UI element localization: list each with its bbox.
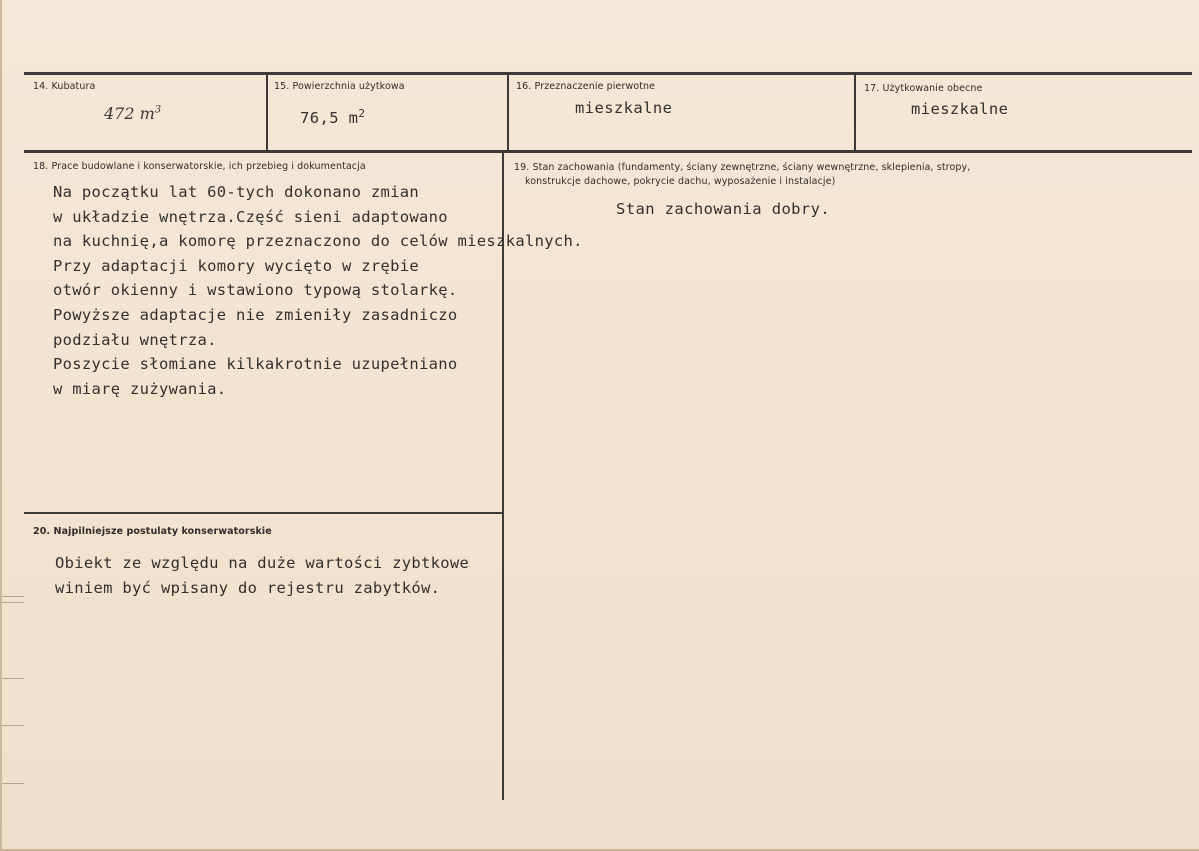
text-line: winiem być wpisany do rejestru zabytków. <box>55 578 441 597</box>
field-17-label: 17. Użytkowanie obecne <box>864 83 983 94</box>
text-line: podziału wnętrza. <box>53 330 217 349</box>
field-15-label: 15. Powierzchnia użytkowa <box>274 81 405 92</box>
column-divider <box>266 74 268 152</box>
field-19-label-line2: konstrukcje dachowe, pokrycie dachu, wyposażenie i instalacje) <box>525 176 836 187</box>
text-line: otwór okienny i wstawiono typową stolarkę. <box>53 281 458 300</box>
text-line: Obiekt ze względu na duże wartości zybtkowe <box>55 554 470 572</box>
column-divider <box>507 74 509 152</box>
text-line: w układzie wnętrza.Część sieni adaptowano <box>53 207 448 226</box>
field-18-label: 18. Prace budowlane i konserwatorskie, ich przebieg i dokumentacja <box>33 161 366 172</box>
top-rule <box>24 72 1192 75</box>
sheet-edge <box>2 596 24 597</box>
text-line: Na początku lat 60-tych dokonano zmian <box>53 183 420 201</box>
field-14-value: 472 $m^3$ <box>104 104 162 123</box>
field-20-label: 20. Najpilniejsze postulaty konserwatorskie <box>33 526 272 537</box>
field-15-value: 76,5 $m^2$ <box>300 107 366 128</box>
text-line: w miarę zużywania. <box>53 379 227 398</box>
field-16-label: 16. Przeznaczenie pierwotne <box>516 81 656 92</box>
sheet-edge <box>2 602 24 603</box>
field-20-text <box>55 551 469 600</box>
section-rule <box>24 512 504 514</box>
sheet-edge <box>2 725 24 726</box>
column-divider <box>854 74 856 152</box>
field-19-label-line1: 19. Stan zachowania (fundamenty, ściany zewnętrzne, ściany wewnętrzne, sklepienia, stropy, <box>514 162 971 173</box>
text-line: Przy adaptacji komory wycięto w zrębie <box>53 256 420 275</box>
text-line: Powyższe adaptacje nie zmieniły zasadniczo <box>53 305 458 324</box>
field-18-text <box>53 180 583 401</box>
field-17-value: mieszkalne <box>911 100 1009 118</box>
sheet-edge <box>2 678 24 679</box>
sheet-edge <box>2 783 24 784</box>
text-line: Poszycie słomiane kilkakrotnie uzupełniano <box>53 355 458 374</box>
field-14-label: 14. Kubatura <box>33 81 96 92</box>
row-rule <box>24 150 1192 153</box>
field-19-value: Stan zachowania dobry. <box>616 200 831 218</box>
field-16-value: mieszkalne <box>575 99 673 117</box>
text-line: na kuchnię,a komorę przeznaczono do celów mieszkalnych. <box>53 232 583 251</box>
